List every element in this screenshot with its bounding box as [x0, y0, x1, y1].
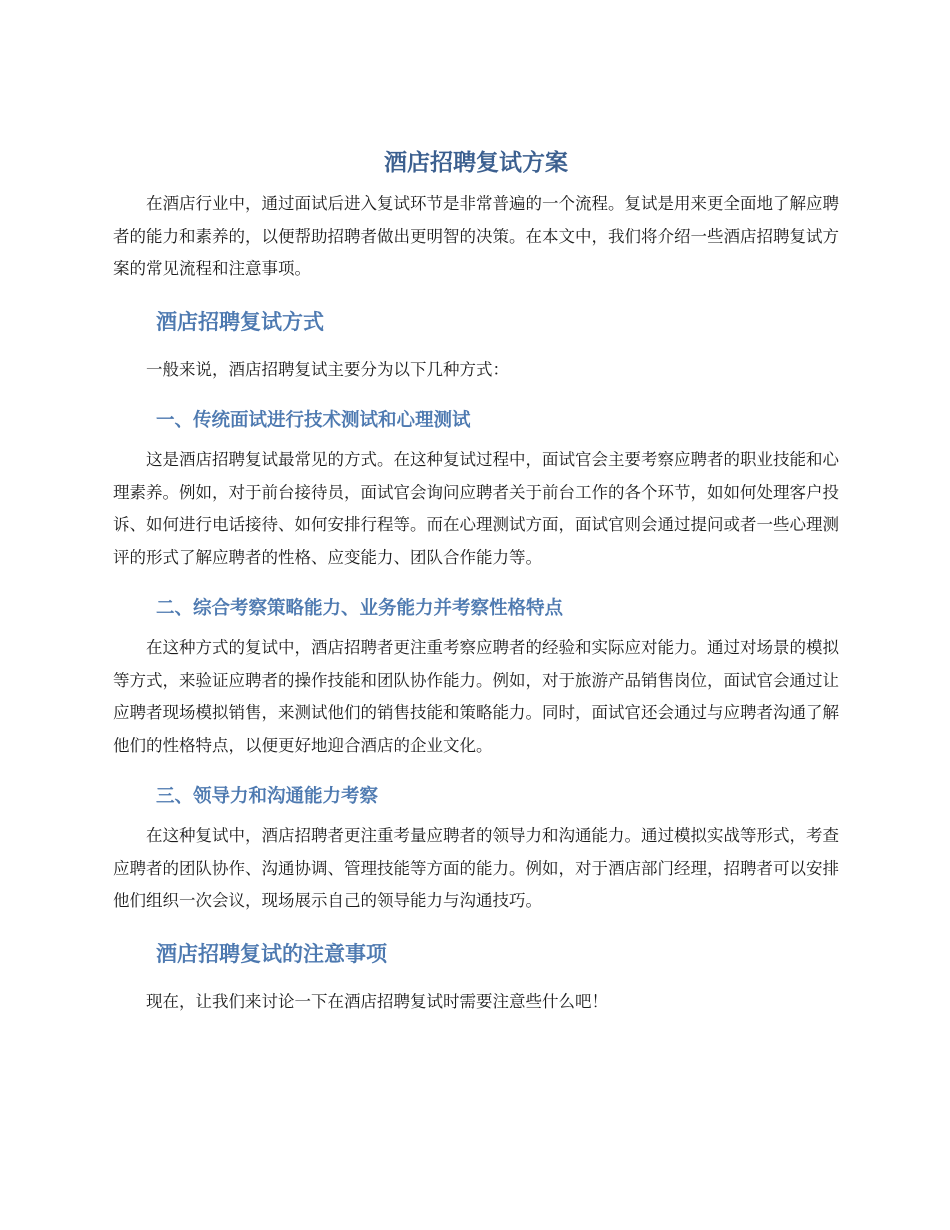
document-page [113, 148, 839, 1018]
intro-paragraph: 在酒店行业中，通过面试后进入复试环节是非常普遍的一个流程。复试是用来更全面地了解应聘者的能力和素养的，以便帮助招聘者做出更明智的决策。在本文中，我们将介绍一些酒店招聘复试方案的常见流程和注意事项。 [113, 194, 839, 278]
subheading-comprehensive-assessment: 二、综合考察策略能力、业务能力并考察性格特点 [156, 598, 564, 619]
section-heading-notes: 酒店招聘复试的注意事项 [156, 941, 387, 966]
paragraph-leadership-communication: 在这种复试中，酒店招聘者更注重考量应聘者的领导力和沟通能力。通过模拟实战等形式，考查应聘者的团队协作、沟通协调、管理技能等方面的能力。例如，对于酒店部门经理，招聘者可以安排他们组织一次会议，现场展示自己的领导能力与沟通技巧。 [113, 826, 839, 910]
methods-lead-paragraph: 一般来说，酒店招聘复试主要分为以下几种方式： [146, 359, 509, 379]
document-title: 酒店招聘复试方案 [384, 150, 568, 176]
paragraph-comprehensive-assessment: 在这种方式的复试中，酒店招聘者更注重考察应聘者的经验和实际应对能力。通过对场景的模拟等方式，来验证应聘者的操作技能和团队协作能力。例如，对于旅游产品销售岗位，面试官会通过让应聘者现场模拟销售，来测试他们的销售技能和策略能力。同时，面试官还会通过与应聘者沟通了解他们的性格特点，以便更好地迎合酒店的企业文化。 [113, 638, 839, 755]
paragraph-traditional-interview: 这是酒店招聘复试最常见的方式。在这种复试过程中，面试官会主要考察应聘者的职业技能和心理素养。例如，对于前台接待员，面试官会询问应聘者关于前台工作的各个环节，如如何处理客户投诉、如何进行电话接待、如何安排行程等。而在心理测试方面，面试官则会通过提问或者一些心理测评的形式了解应聘者的性格、应变能力、团队合作能力等。 [113, 450, 839, 567]
subheading-traditional-interview: 一、传统面试进行技术测试和心理测试 [156, 410, 471, 431]
subheading-leadership-communication: 三、领导力和沟通能力考察 [156, 786, 379, 807]
section-heading-methods: 酒店招聘复试方式 [156, 309, 324, 334]
notes-lead-paragraph: 现在，让我们来讨论一下在酒店招聘复试时需要注意些什么吧！ [146, 991, 608, 1011]
